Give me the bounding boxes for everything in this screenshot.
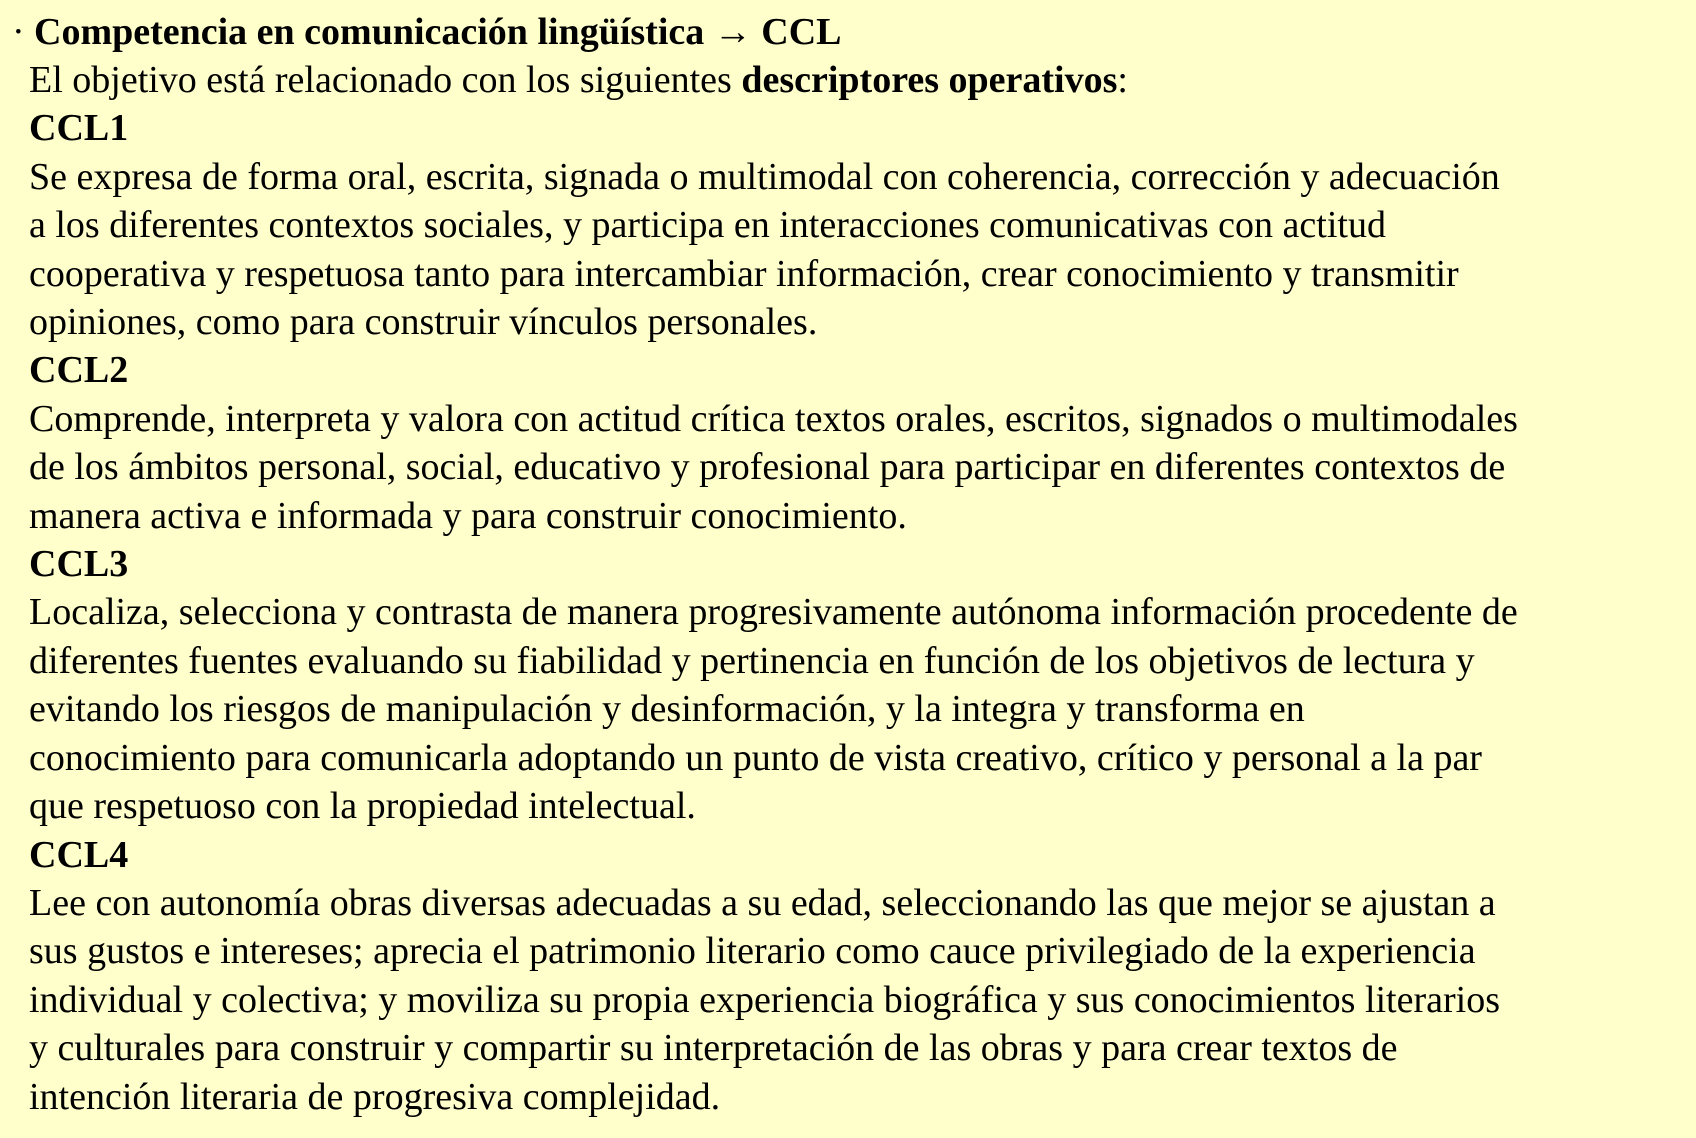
intro-emphasis: descriptores operativos xyxy=(741,59,1118,101)
descriptor-code: CCL3 xyxy=(29,543,129,586)
descriptor-description xyxy=(29,879,1696,1121)
competence-content xyxy=(12,56,1696,1121)
descriptor-code: CCL1 xyxy=(29,107,129,150)
description-line: Lee con autonomía obras diversas adecuadas a su edad, seleccionando las que mejor se ajustan a xyxy=(29,881,1496,924)
description-line: a los diferentes contextos sociales, y participa en interacciones comunicativas con actitud xyxy=(29,204,1386,247)
descriptor-ccl3 xyxy=(29,540,1696,830)
descriptor-ccl4 xyxy=(29,831,1696,1121)
description-line: diferentes fuentes evaluando su fiabilidad y pertinencia en función de los objetivos de lectura y xyxy=(29,639,1475,682)
intro-sentence xyxy=(29,56,1696,104)
intro-suffix: : xyxy=(1117,59,1128,101)
descriptor-ccl2 xyxy=(29,346,1696,540)
descriptor-code: CCL2 xyxy=(29,349,129,392)
bullet-marker: · xyxy=(12,11,25,53)
description-line: y culturales para construir y compartir su interpretación de las obras y para crear textos de xyxy=(29,1027,1398,1070)
descriptor-description xyxy=(29,153,1696,347)
description-line: conocimiento para comunicarla adoptando un punto de vista creativo, crítico y personal a la par xyxy=(29,736,1482,779)
competence-title: Competencia en comunicación lingüística → CCL xyxy=(34,11,842,53)
competence-heading xyxy=(12,8,1696,56)
descriptor-code: CCL4 xyxy=(29,833,129,876)
description-line: sus gustos e intereses; aprecia el patrimonio literario como cauce privilegiado de la experiencia xyxy=(29,930,1476,973)
description-line: de los ámbitos personal, social, educativo y profesional para participar en diferentes contextos de xyxy=(29,446,1506,489)
description-line: manera activa e informada y para construir conocimiento. xyxy=(29,494,907,537)
descriptor-description xyxy=(29,588,1696,830)
description-line: intención literaria de progresiva complejidad. xyxy=(29,1075,721,1118)
descriptor-list xyxy=(29,104,1696,1121)
intro-prefix: El objetivo está relacionado con los siguientes xyxy=(29,59,742,101)
description-line: que respetuoso con la propiedad intelectual. xyxy=(29,785,696,828)
description-line: Localiza, selecciona y contrasta de manera progresivamente autónoma información procedente de xyxy=(29,591,1518,634)
description-line: evitando los riesgos de manipulación y desinformación, y la integra y transforma en xyxy=(29,688,1305,731)
description-line: Se expresa de forma oral, escrita, signada o multimodal con coherencia, corrección y adecuación xyxy=(29,155,1500,198)
description-line: individual y colectiva; y moviliza su propia experiencia biográfica y sus conocimientos literarios xyxy=(29,978,1500,1021)
description-line: Comprende, interpreta y valora con actitud crítica textos orales, escritos, signados o multimodales xyxy=(29,397,1518,440)
descriptor-ccl1 xyxy=(29,104,1696,346)
descriptor-description xyxy=(29,395,1696,540)
description-line: opiniones, como para construir vínculos personales. xyxy=(29,301,818,344)
description-line: cooperativa y respetuosa tanto para intercambiar información, crear conocimiento y transmitir xyxy=(29,252,1459,295)
